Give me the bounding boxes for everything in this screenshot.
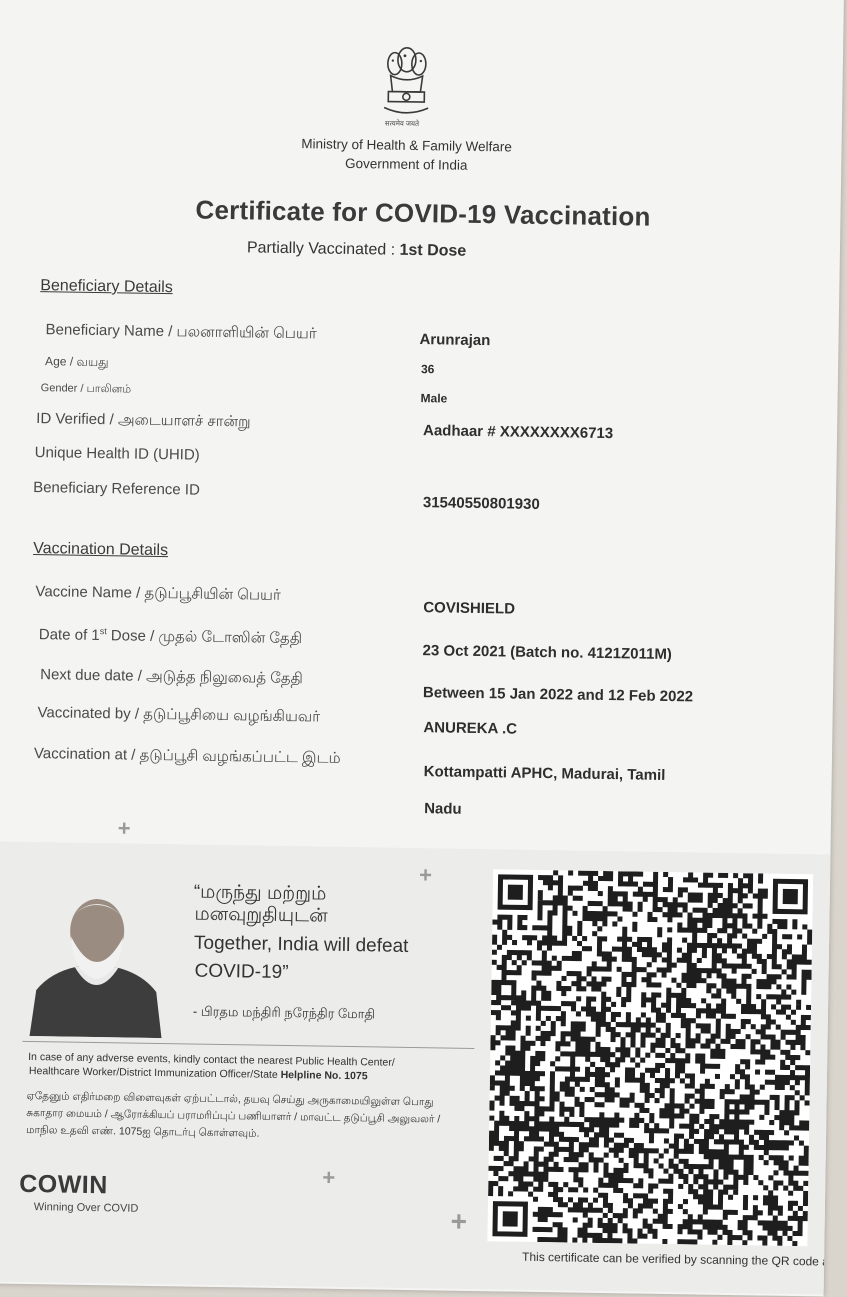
vaccination-at-label: Vaccination at / தடுப்பூசி வழங்கப்பட்ட இடம் bbox=[33, 745, 341, 767]
beneficiary-name-label: Beneficiary Name / பலனாளியின் பெயர் bbox=[45, 321, 317, 343]
beneficiary-heading: Beneficiary Details bbox=[40, 277, 173, 297]
cowin-logo: COWIN bbox=[18, 1169, 109, 1200]
cowin-tagline: Winning Over COVID bbox=[33, 1201, 139, 1215]
prime-minister-photo bbox=[30, 890, 164, 1038]
adverse-events-ta-line2: சுகாதார மையம் / ஆரோக்கியப் பராமரிப்புப் பணியாளர் / மாவட்ட தடுப்பூசி அலுவலர் / bbox=[26, 1106, 441, 1126]
id-verified-value: Aadhaar # XXXXXXXX6713 bbox=[422, 422, 614, 443]
vaccinated-by-value: ANUREKA .C bbox=[423, 719, 518, 738]
vaccination-at-value-line2: Nadu bbox=[424, 800, 462, 818]
gender-label: Gender / பாலினம் bbox=[40, 382, 132, 396]
reference-id-label: Beneficiary Reference ID bbox=[33, 479, 201, 499]
age-value: 36 bbox=[420, 362, 435, 377]
gender-value: Male bbox=[420, 391, 448, 406]
adverse-events-ta-line1: ஏதேனும் எதிர்மறை விளைவுகள் ஏற்பட்டால், தயவு செய்து அருகாமையிலுள்ள பொது bbox=[26, 1089, 434, 1109]
dose-label-suffix: Dose / முதல் டோஸின் தேதி bbox=[106, 627, 303, 648]
quote-english-line1: Together, India will defeat bbox=[193, 932, 409, 957]
vaccinated-by-label: Vaccinated by / தடுப்பூசியை வழங்கியவர் bbox=[37, 704, 321, 726]
plus-mark-icon: + bbox=[418, 862, 433, 888]
dose-label-sup: st bbox=[99, 626, 107, 637]
ministry-block bbox=[286, 134, 527, 176]
vaccine-name-label: Vaccine Name / தடுப்பூசியின் பெயர் bbox=[35, 583, 281, 604]
age-label: Age / வயது bbox=[45, 354, 109, 370]
emblem-motto: सत्यमेव जयते bbox=[384, 120, 420, 129]
vaccination-status bbox=[247, 239, 467, 260]
next-due-date-value: Between 15 Jan 2022 and 12 Feb 2022 bbox=[422, 684, 694, 706]
ministry-name: Ministry of Health & Family Welfare bbox=[301, 136, 512, 155]
reference-id-value: 31540550801930 bbox=[422, 494, 540, 513]
plus-mark-icon: + bbox=[117, 815, 131, 841]
quote-tamil-line1: “மருந்து மற்றும் bbox=[193, 881, 327, 905]
first-dose-date-value: 23 Oct 2021 (Batch no. 4121Z011M) bbox=[422, 642, 673, 664]
qr-code[interactable] bbox=[487, 869, 813, 1246]
quote-attribution: - பிரதம மந்திரி நரேந்திர மோதி bbox=[192, 1003, 376, 1022]
government-name: Government of India bbox=[344, 155, 468, 173]
plus-mark-icon: + bbox=[322, 1164, 336, 1190]
quote-tamil-line2: மனவுறுதியுடன் bbox=[194, 903, 328, 927]
status-dose: 1st Dose bbox=[399, 241, 467, 260]
vaccination-at-value-line1: Kottampatti APHC, Madurai, Tamil bbox=[423, 763, 666, 784]
verification-note: This certificate can be verified by scanning the QR code at bbox=[522, 1249, 833, 1269]
plus-mark-icon: + bbox=[450, 1205, 468, 1237]
status-prefix: Partially Vaccinated : bbox=[246, 239, 400, 259]
id-verified-label: ID Verified / அடையாளச் சான்று bbox=[36, 410, 251, 431]
next-due-date-label: Next due date / அடுத்த நிலுவைத் தேதி bbox=[40, 666, 304, 688]
uhid-label: Unique Health ID (UHID) bbox=[34, 444, 200, 464]
certificate-title: Certificate for COVID-19 Vaccination bbox=[195, 194, 651, 232]
national-emblem-icon bbox=[380, 41, 433, 128]
vaccine-name-value: COVISHIELD bbox=[423, 599, 516, 618]
quote-english-line2: COVID-19” bbox=[194, 960, 289, 984]
beneficiary-name-value: Arunrajan bbox=[419, 331, 491, 350]
first-dose-date-label bbox=[39, 625, 303, 649]
vaccination-heading: Vaccination Details bbox=[33, 540, 169, 560]
helpline-number: Helpline No. 1075 bbox=[280, 1068, 368, 1083]
adverse-events-ta-line3: மாநில உதவி எண். 1075ஐ தொடர்பு கொள்ளவும். bbox=[25, 1123, 260, 1140]
dose-label-prefix: Date of 1 bbox=[38, 626, 100, 645]
adverse-en-line2-prefix: Healthcare Worker/District Immunization Officer/State bbox=[28, 1065, 281, 1081]
adverse-events-en-line1: In case of any adverse events, kindly contact the nearest Public Health Center/ bbox=[28, 1050, 395, 1069]
